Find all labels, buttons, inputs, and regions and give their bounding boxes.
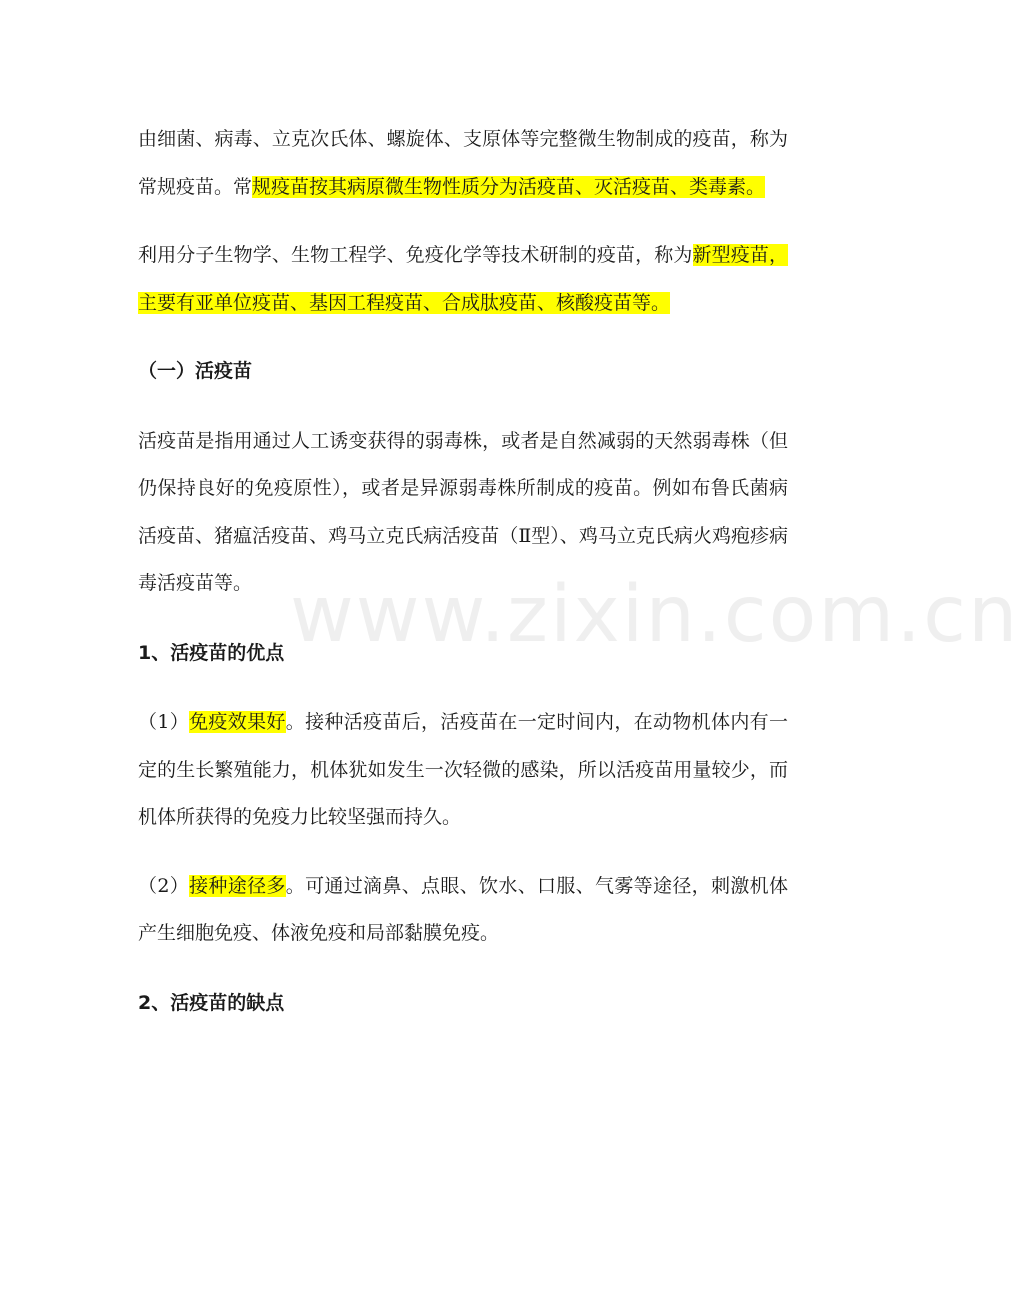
highlighted-text: 免疫效果好 xyxy=(189,711,286,733)
section-heading-live-vaccine: （一）活疫苗 xyxy=(138,360,253,382)
paragraph-new-vaccine xyxy=(138,232,788,327)
watermark: www.zixin.com.cn xyxy=(290,570,1019,660)
paragraph-advantage-2 xyxy=(138,863,788,958)
highlighted-text: 新型疫苗，主要有亚单位疫苗、基因工程疫苗、合成肽疫苗、核酸疫苗等。 xyxy=(138,244,788,314)
subheading-advantages: 1、活疫苗的优点 xyxy=(138,641,285,664)
highlighted-text: 规疫苗按其病原微生物性质分为活疫苗、灭活疫苗、类毒素。 xyxy=(252,175,766,198)
paragraph-advantage-1 xyxy=(138,699,788,842)
paragraph-live-vaccine-definition: 活疫苗是指用通过人工诱变获得的弱毒株，或者是自然减弱的天然弱毒株（但仍保持良好的免疫原性），或者是异源弱毒株所制成的疫苗。例如布鲁氏菌病活疫苗、猪瘟活疫苗、鸡马立克氏病活疫苗（Ⅱ型）、鸡马立克氏病火鸡疱疹病毒活疫苗等。 xyxy=(138,429,788,594)
document-body xyxy=(138,116,788,1027)
text-run: 。可通过滴鼻、点眼、饮水、口服、气雾等途径，刺激机体产生细胞免疫、体液免疫和局部黏膜免疫。 xyxy=(138,874,788,944)
text-run: 由细菌、病毒、立克次氏体、螺旋体、支原体等完整微生物制成的疫苗，称为常规疫苗。常 xyxy=(138,128,788,198)
subheading-disadvantages: 2、活疫苗的缺点 xyxy=(138,991,285,1014)
text-run: 利用分子生物学、生物工程学、免疫化学等技术研制的疫苗，称为 xyxy=(138,244,693,266)
text-run: 。接种活疫苗后，活疫苗在一定时间内，在动物机体内有一定的生长繁殖能力，机体犹如发生一次轻微的感染，所以活疫苗用量较少，而机体所获得的免疫力比较坚强而持久。 xyxy=(138,711,788,828)
paragraph-conventional-vaccine xyxy=(138,116,788,211)
item-number: （1） xyxy=(138,711,190,733)
item-number: （2） xyxy=(138,874,190,897)
highlighted-text: 接种途径多 xyxy=(189,874,286,897)
